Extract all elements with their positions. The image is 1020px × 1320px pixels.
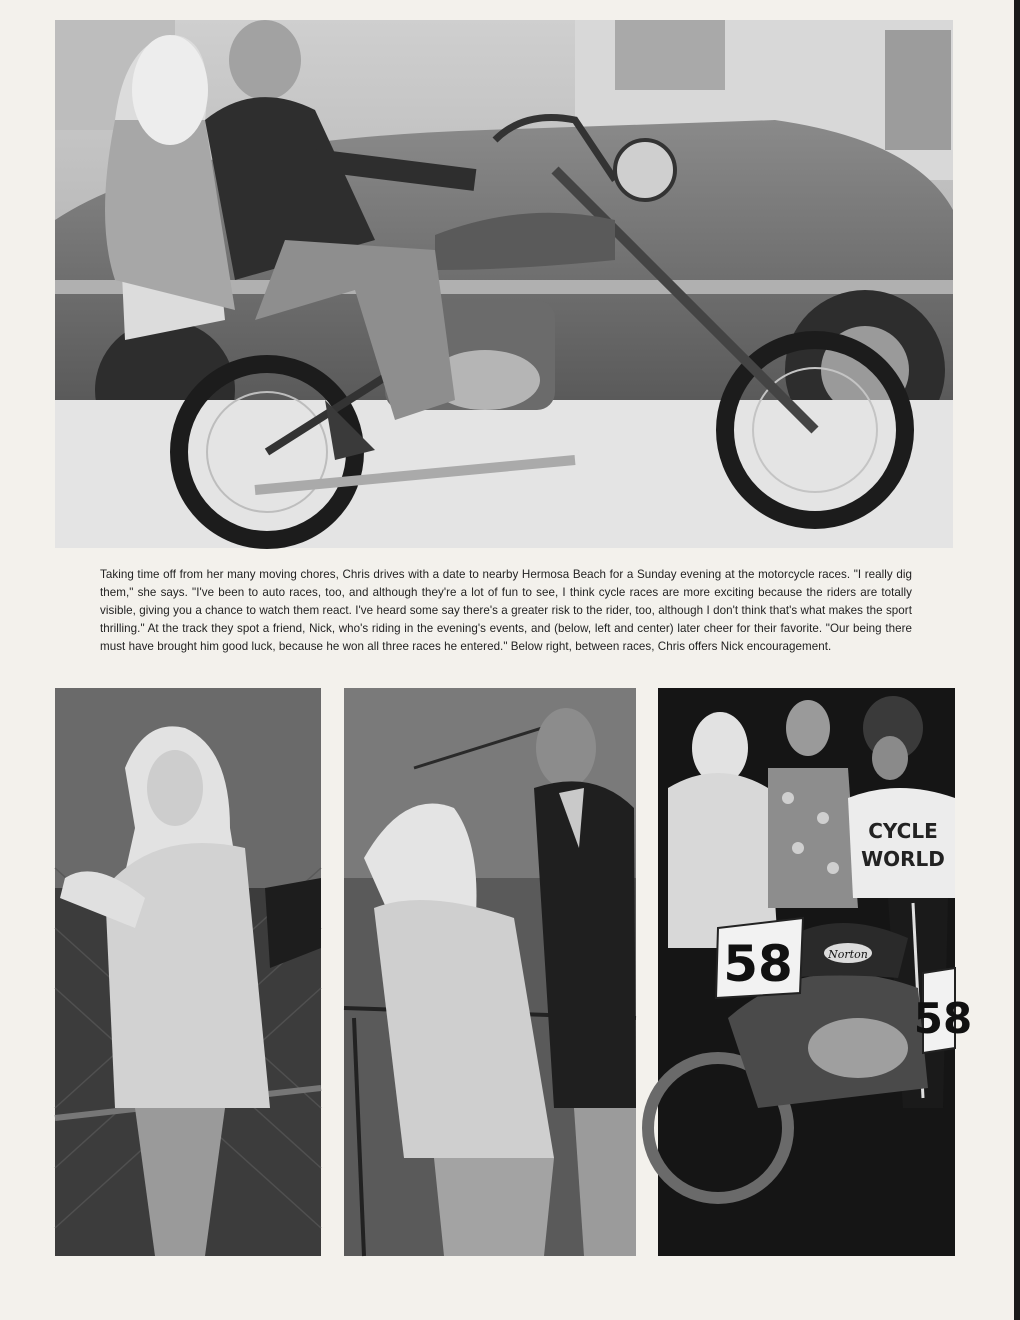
- photo-chris-at-fence: [55, 688, 321, 1256]
- page-edge: [1014, 0, 1020, 1320]
- number-plate-rear: 58: [913, 994, 973, 1043]
- shirt-text-line2: WORLD: [861, 847, 945, 871]
- photo-caption: [100, 566, 912, 656]
- photo-couple-on-motorcycle: [55, 20, 953, 548]
- photo-chris-and-date-cheering: [344, 688, 636, 1256]
- number-plate-front: 58: [723, 935, 793, 993]
- caption-text: Taking time off from her many moving chores, Chris drives with a date to nearby Hermosa Beach for a Sunday evening at the motorcycle races. "I really dig them," she says. "I've been to auto races, too, and although they're a lot of fun to see, I think cycle races are more exciting because the riders are totally visible, giving you a chance to watch them react. I've heard some say there's a greater risk to the rider, too, although I don't think that's what makes the sport thrilling." At the track they spot a friend, Nick, who's riding in the evening's events, and (below, left and center) later cheer for their favorite. "Our being there must have brought him good luck, because he won all three races he entered." Below right, between races, Chris offers Nick encouragement.: [100, 568, 912, 653]
- tank-logo: Norton: [828, 948, 868, 961]
- shirt-text-line1: CYCLE: [868, 819, 938, 843]
- photo-nick-with-motorcycle: [658, 688, 973, 1256]
